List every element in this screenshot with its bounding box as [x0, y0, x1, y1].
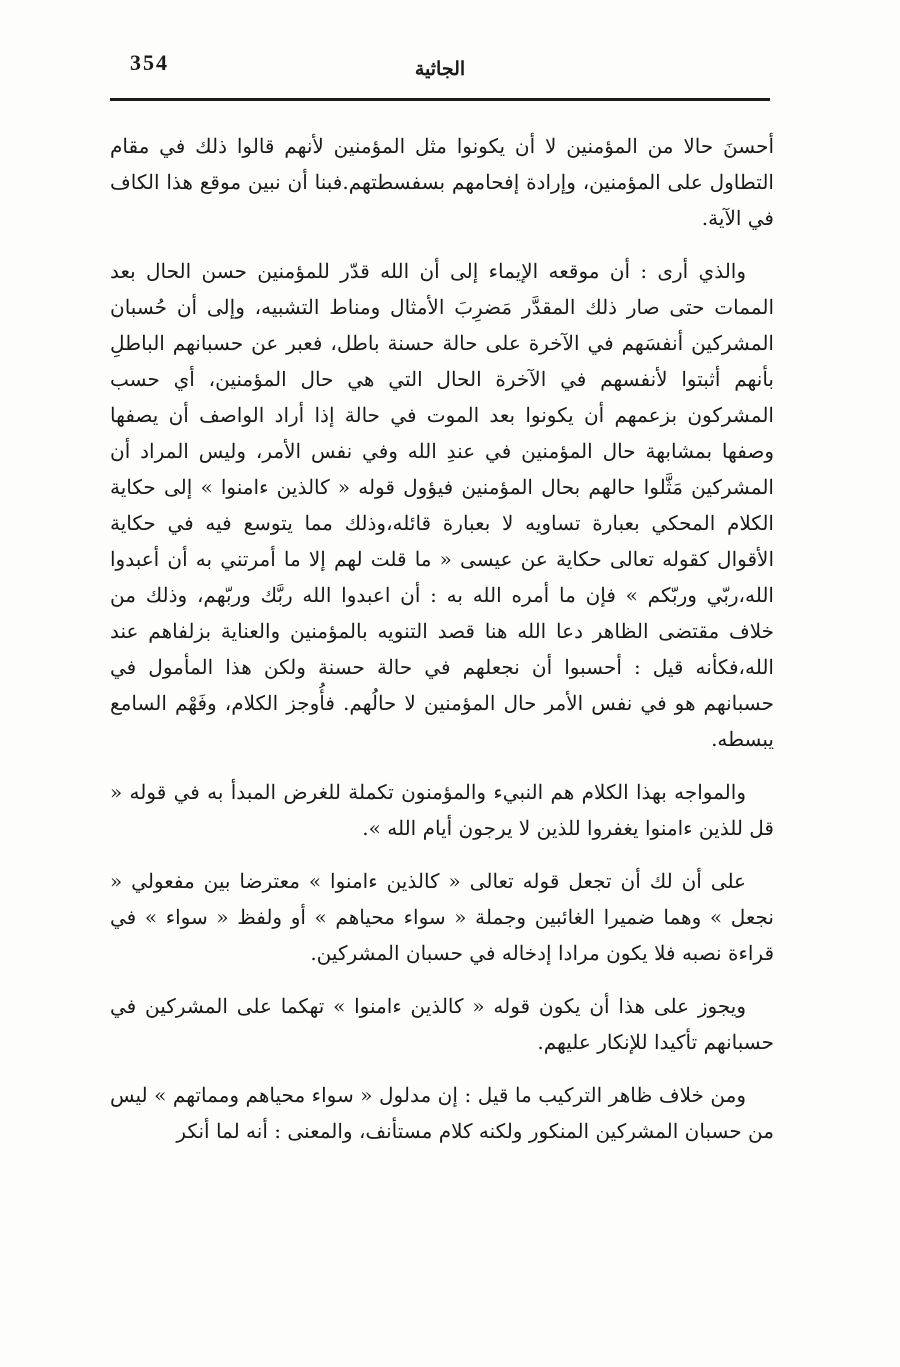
paragraph: والمواجه بهذا الكلام هم النبيء والمؤمنون تكملة للغرض المبدأ به في قوله « قل للذين ءامنوا يغفروا للذين لا يرجون أيام الله ». — [110, 780, 774, 840]
running-title: الجاثية — [414, 58, 466, 80]
page-number: 354 — [130, 50, 169, 75]
paragraph: ومن خلاف ظاهر التركيب ما قيل : إن مدلول « سواء محياهم ومماتهم » ليس من حسبان المشركين المنكور ولكنه كلام مستأنف، والمعنى : أنه لما أنكر — [110, 1083, 774, 1143]
paragraph: على أن لك أن تجعل قوله تعالى « كالذين ءامنوا » معترضا بين مفعولي « نجعل » وهما ضميرا الغائبين وجملة « سواء محياهم » أو ولفظ « سواء » في قراءة نصبه فلا يكون مرادا إدخاله في حسبان المشركين. — [110, 869, 774, 965]
header-rule — [110, 98, 770, 101]
page-body — [110, 128, 774, 1166]
paragraph: والذي أرى : أن موقعه الإيماء إلى أن الله قدّر للمؤمنين حسن الحال بعد الممات حتى صار ذلك المقدَّر مَضرِبَ الأمثال ومناط التشبيه، وإلى أن حُسبان المشركين أنفسَهم في الآخرة على حالة حسنة باطل، فعبر عن حسبانهم الباطلِ بأنهم أثبتوا لأنفسهم في الآخرة الحال التي هي حال المؤمنين، أي حسب المشركون بزعمهم أن يكونوا بعد الموت في حالة إذا أراد الواصف أن يصفها وصفها بمشابهة حال المؤمنين في عندِ الله وفي نفس الأمر، وليس المراد أن المشركين مَثَّلوا حالهم بحال المؤمنين فيؤول قوله « كالذين ءامنوا » إلى حكاية الكلام المحكي بعبارة تساويه لا بعبارة قائله،وذلك مما يتوسع فيه في حكاية الأقوال كقوله تعالى حكاية عن عيسى « ما قلت لهم إلا ما أمرتني به أن أعبدوا الله،ربّي وربّكم » فإن ما أمره الله به : أن اعبدوا الله ربَّك وربّهم، وذلك من خلاف مقتضى الظاهر دعا الله هنا قصد التنويه بالمؤمنين والعناية بزلفاهم عند الله،فكأنه قيل : أحسبوا أن نجعلهم في حالة حسنة ولكن هذا المأمول في حسبانهم هو في نفس الأمر حال المؤمنين لا حالُهم. فأُوجز الكلام، وفَهْم السامع يبسطه. — [110, 259, 774, 751]
paragraph: ويجوز على هذا أن يكون قوله « كالذين ءامنوا » تهكما على المشركين في حسبانهم تأكيدا للإنكار عليهم. — [110, 994, 774, 1054]
page-header — [110, 50, 770, 100]
paragraph: أحسنَ حالا من المؤمنين لا أن يكونوا مثل المؤمنين لأنهم قالوا ذلك في مقام التطاول على المؤمنين، وإرادة إفحامهم بسفسطتهم.فبنا أن نبين موقع هذا الكاف في الآية. — [110, 134, 774, 230]
